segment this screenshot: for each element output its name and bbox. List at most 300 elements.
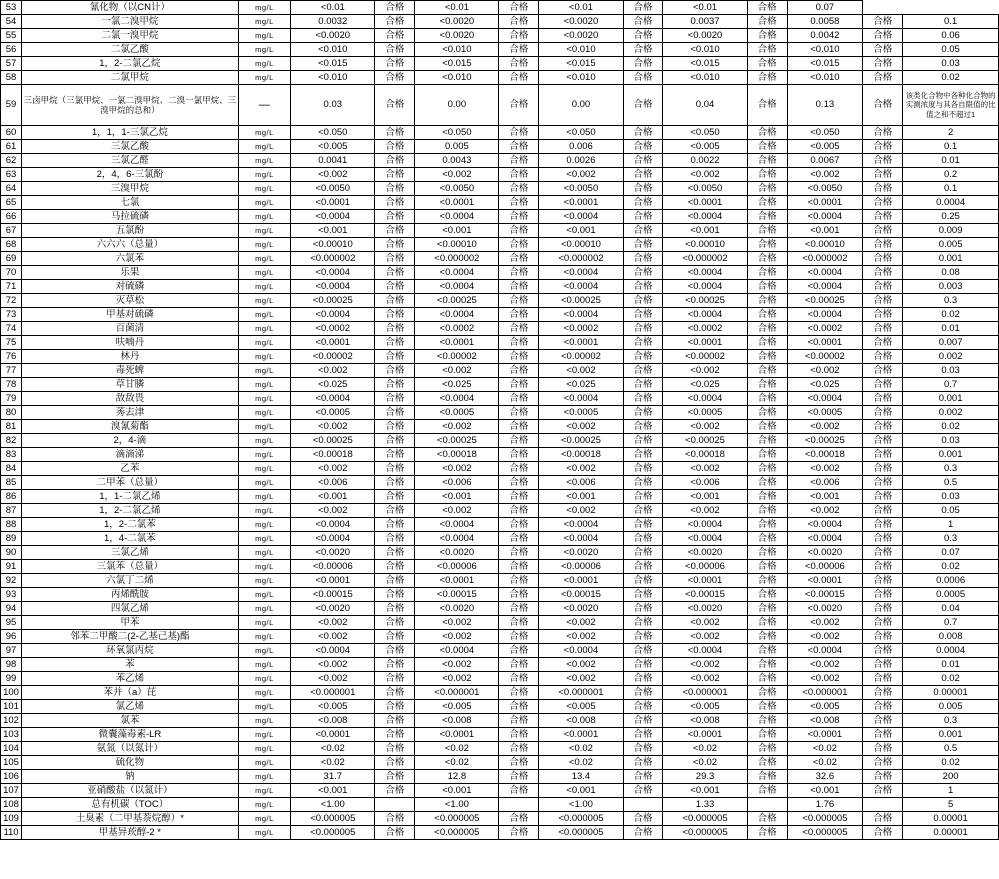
judgement-3: 合格: [623, 224, 663, 238]
result-value-5: <0.0002: [787, 322, 863, 336]
judgement-4: 合格: [747, 770, 787, 784]
judgement-4: 合格: [747, 294, 787, 308]
result-value-2: <0.00006: [415, 560, 499, 574]
row-index: 79: [1, 392, 22, 406]
judgement-3: 合格: [623, 714, 663, 728]
result-value-2: <0.00018: [415, 448, 499, 462]
judgement-4: 合格: [747, 85, 787, 126]
judgement-1: 合格: [375, 756, 415, 770]
table-row: [1, 588, 999, 602]
result-value-3: <0.00002: [539, 350, 623, 364]
result-value-5: <0.002: [787, 462, 863, 476]
result-value-3: <0.01: [539, 1, 623, 15]
unit-cell: mg/L: [238, 434, 291, 448]
judgement-4: 合格: [747, 672, 787, 686]
result-value-1: 0.0032: [291, 15, 375, 29]
test-item-name: 灭草松: [22, 294, 239, 308]
result-value-3: <0.00010: [539, 238, 623, 252]
row-index: 69: [1, 252, 22, 266]
judgement-2: 合格: [499, 364, 539, 378]
table-row: [1, 322, 999, 336]
result-value-1: <0.001: [291, 224, 375, 238]
result-value-1: <0.01: [291, 1, 375, 15]
judgement-4: 合格: [747, 728, 787, 742]
result-value-2: <0.002: [415, 364, 499, 378]
judgement-3: 合格: [623, 602, 663, 616]
unit-cell: mg/L: [238, 392, 291, 406]
limit-value: 0.009: [903, 224, 999, 238]
result-value-4: <0.002: [663, 616, 747, 630]
table-row: [1, 448, 999, 462]
result-value-4: <0.006: [663, 476, 747, 490]
result-value-5: <0.0001: [787, 728, 863, 742]
unit-cell: mg/L: [238, 490, 291, 504]
result-value-1: <0.0004: [291, 308, 375, 322]
result-value-4: <0.000002: [663, 252, 747, 266]
judgement-3: 合格: [623, 434, 663, 448]
judgement-4: 合格: [747, 658, 787, 672]
unit-cell: mg/L: [238, 616, 291, 630]
result-value-1: <0.000002: [291, 252, 375, 266]
judgement-5: 合格: [863, 714, 903, 728]
judgement-2: 合格: [499, 1, 539, 15]
result-value-2: <0.050: [415, 126, 499, 140]
result-value-3: <0.002: [539, 658, 623, 672]
table-row: [1, 182, 999, 196]
result-value-3: <0.0004: [539, 266, 623, 280]
judgement-2: 合格: [499, 476, 539, 490]
test-item-name: 氨氮（以氮计）: [22, 742, 239, 756]
row-index: 101: [1, 700, 22, 714]
table-row: [1, 71, 999, 85]
test-item-name: 对硫磷: [22, 280, 239, 294]
result-value-3: <0.00025: [539, 294, 623, 308]
row-index: 88: [1, 518, 22, 532]
table-row: [1, 714, 999, 728]
row-index: 68: [1, 238, 22, 252]
unit-cell: mg/L: [238, 252, 291, 266]
test-item-name: 草甘膦: [22, 378, 239, 392]
judgement-2: 合格: [499, 826, 539, 840]
result-value-2: <0.015: [415, 57, 499, 71]
row-index: 62: [1, 154, 22, 168]
judgement-5: 合格: [863, 43, 903, 57]
result-value-4: <0.002: [663, 462, 747, 476]
row-index: 53: [1, 1, 22, 15]
judgement-3: 合格: [623, 672, 663, 686]
result-value-2: <0.02: [415, 756, 499, 770]
result-value-4: <0.0020: [663, 602, 747, 616]
table-row: [1, 57, 999, 71]
judgement-5: 合格: [863, 812, 903, 826]
judgement-1: 合格: [375, 252, 415, 266]
limit-value: 0.06: [903, 29, 999, 43]
result-value-2: <0.0004: [415, 518, 499, 532]
test-item-name: 环氧氯丙烷: [22, 644, 239, 658]
result-value-1: <0.002: [291, 168, 375, 182]
table-row: [1, 560, 999, 574]
table-row: [1, 252, 999, 266]
test-item-name: 苯: [22, 658, 239, 672]
judgement-5: 合格: [863, 630, 903, 644]
judgement-1: 合格: [375, 602, 415, 616]
judgement-3: 合格: [623, 588, 663, 602]
result-value-3: <0.0001: [539, 574, 623, 588]
result-value-5: <0.0004: [787, 392, 863, 406]
result-value-2: <0.008: [415, 714, 499, 728]
judgement-5: 合格: [863, 280, 903, 294]
judgement-4: 合格: [747, 126, 787, 140]
judgement-2: 合格: [499, 238, 539, 252]
result-value-2: <0.0020: [415, 15, 499, 29]
table-row: [1, 616, 999, 630]
row-index: 80: [1, 406, 22, 420]
limit-value: 0.08: [903, 266, 999, 280]
table-row: [1, 504, 999, 518]
judgement-5: 合格: [863, 826, 903, 840]
result-value-3: <0.0004: [539, 280, 623, 294]
judgement-2: 合格: [499, 546, 539, 560]
table-row: [1, 798, 999, 812]
result-value-5: <0.002: [787, 658, 863, 672]
judgement-3: 合格: [623, 252, 663, 266]
unit-cell: mg/L: [238, 812, 291, 826]
result-value-3: <0.00025: [539, 434, 623, 448]
limit-value: 0.1: [903, 15, 999, 29]
judgement-5: 合格: [863, 406, 903, 420]
result-value-4: <0.0020: [663, 546, 747, 560]
row-index: 73: [1, 308, 22, 322]
result-value-3: <0.002: [539, 420, 623, 434]
table-row: [1, 826, 999, 840]
result-value-1: <0.002: [291, 504, 375, 518]
result-value-2: <0.0001: [415, 196, 499, 210]
judgement-2: 合格: [499, 154, 539, 168]
unit-cell: mg/L: [238, 826, 291, 840]
judgement-4: 合格: [747, 182, 787, 196]
judgement-5: 合格: [863, 29, 903, 43]
judgement-5: 合格: [863, 420, 903, 434]
unit-cell: mg/L: [238, 154, 291, 168]
result-value-1: <0.0001: [291, 574, 375, 588]
limit-value: 0.001: [903, 252, 999, 266]
judgement-3: 合格: [623, 71, 663, 85]
judgement-2: 合格: [499, 448, 539, 462]
judgement-1: 合格: [375, 518, 415, 532]
result-value-2: <0.0004: [415, 644, 499, 658]
result-value-3: <0.00006: [539, 560, 623, 574]
judgement-3: 合格: [623, 196, 663, 210]
limit-value: 0.005: [903, 238, 999, 252]
judgement-5: 合格: [863, 57, 903, 71]
result-value-4: <0.0001: [663, 336, 747, 350]
table-row: [1, 574, 999, 588]
result-value-1: <0.0004: [291, 644, 375, 658]
table-row: [1, 43, 999, 57]
result-value-4: <0.002: [663, 168, 747, 182]
result-value-1: <0.0001: [291, 196, 375, 210]
judgement-3: 合格: [623, 57, 663, 71]
judgement-3: 合格: [623, 29, 663, 43]
table-row: [1, 154, 999, 168]
judgement-2: 合格: [499, 266, 539, 280]
judgement-5: 合格: [863, 126, 903, 140]
result-value-3: <0.0004: [539, 518, 623, 532]
row-index: 108: [1, 798, 22, 812]
judgement-4: [747, 798, 787, 812]
unit-cell: mg/L: [238, 15, 291, 29]
judgement-2: 合格: [499, 252, 539, 266]
result-value-1: <0.015: [291, 57, 375, 71]
judgement-5: 合格: [863, 616, 903, 630]
limit-value: 5: [903, 798, 999, 812]
result-value-1: <0.00025: [291, 434, 375, 448]
result-value-1: <0.0004: [291, 518, 375, 532]
result-value-3: <0.0001: [539, 196, 623, 210]
table-row: [1, 126, 999, 140]
judgement-5: 合格: [863, 154, 903, 168]
judgement-4: 合格: [747, 280, 787, 294]
judgement-5: 合格: [863, 210, 903, 224]
row-index: 89: [1, 532, 22, 546]
judgement-3: 合格: [623, 784, 663, 798]
result-value-5: <0.000005: [787, 812, 863, 826]
row-index: 93: [1, 588, 22, 602]
result-value-3: <0.000001: [539, 686, 623, 700]
result-value-4: <0.000001: [663, 686, 747, 700]
judgement-4: 合格: [747, 378, 787, 392]
result-value-1: <0.000001: [291, 686, 375, 700]
result-value-5: <0.050: [787, 126, 863, 140]
result-value-1: <0.001: [291, 490, 375, 504]
result-value-3: <0.0004: [539, 644, 623, 658]
judgement-2: 合格: [499, 700, 539, 714]
judgement-1: 合格: [375, 336, 415, 350]
judgement-5: 合格: [863, 15, 903, 29]
test-item-name: 1，1，1-三氯乙烷: [22, 126, 239, 140]
judgement-4: 合格: [747, 448, 787, 462]
row-index: 56: [1, 43, 22, 57]
result-value-5: <0.025: [787, 378, 863, 392]
result-value-3: <0.015: [539, 57, 623, 71]
result-value-3: <0.0004: [539, 210, 623, 224]
test-item-name: 二甲苯（总量）: [22, 476, 239, 490]
result-value-5: <0.02: [787, 742, 863, 756]
judgement-2: 合格: [499, 43, 539, 57]
judgement-1: 合格: [375, 85, 415, 126]
judgement-4: 合格: [747, 462, 787, 476]
limit-value: 0.02: [903, 420, 999, 434]
result-value-1: <0.00010: [291, 238, 375, 252]
result-value-3: <0.050: [539, 126, 623, 140]
judgement-4: 合格: [747, 392, 787, 406]
result-value-3: <0.002: [539, 364, 623, 378]
judgement-3: 合格: [623, 168, 663, 182]
row-index: 71: [1, 280, 22, 294]
judgement-2: 合格: [499, 71, 539, 85]
judgement-3: 合格: [623, 812, 663, 826]
unit-cell: mg/L: [238, 71, 291, 85]
result-value-1: <0.002: [291, 364, 375, 378]
judgement-4: 合格: [747, 546, 787, 560]
result-value-5: <0.00006: [787, 560, 863, 574]
result-value-3: <0.001: [539, 490, 623, 504]
judgement-3: 合格: [623, 294, 663, 308]
judgement-2: 合格: [499, 532, 539, 546]
result-value-5: <0.0001: [787, 196, 863, 210]
row-index: 87: [1, 504, 22, 518]
table-row: [1, 280, 999, 294]
table-row: [1, 364, 999, 378]
limit-value: 0.02: [903, 308, 999, 322]
limit-value: 2: [903, 126, 999, 140]
judgement-5: 合格: [863, 644, 903, 658]
judgement-4: 合格: [747, 532, 787, 546]
result-value-5: <0.02: [787, 756, 863, 770]
judgement-2: 合格: [499, 85, 539, 126]
judgement-5: 合格: [863, 336, 903, 350]
table-row: [1, 224, 999, 238]
unit-cell: mg/L: [238, 770, 291, 784]
limit-value: 0.01: [903, 154, 999, 168]
result-value-5: <0.0004: [787, 518, 863, 532]
judgement-2: 合格: [499, 602, 539, 616]
result-value-4: <0.0004: [663, 280, 747, 294]
result-value-2: <0.0004: [415, 308, 499, 322]
row-index: 78: [1, 378, 22, 392]
limit-value: 0.01: [903, 322, 999, 336]
row-index: 91: [1, 560, 22, 574]
result-value-4: <0.025: [663, 378, 747, 392]
result-value-1: <0.0004: [291, 392, 375, 406]
judgement-4: 合格: [747, 154, 787, 168]
result-value-2: <0.0004: [415, 210, 499, 224]
result-value-1: <0.008: [291, 714, 375, 728]
judgement-3: 合格: [623, 308, 663, 322]
judgement-5: 合格: [863, 686, 903, 700]
test-item-name: 硫化物: [22, 756, 239, 770]
result-value-4: <0.001: [663, 490, 747, 504]
judgement-3: 合格: [623, 420, 663, 434]
table-row: [1, 434, 999, 448]
test-item-name: 呋喃丹: [22, 336, 239, 350]
unit-cell: mg/L: [238, 630, 291, 644]
judgement-5: 合格: [863, 490, 903, 504]
judgement-4: 合格: [747, 29, 787, 43]
table-row: [1, 490, 999, 504]
judgement-5: 合格: [863, 784, 903, 798]
limit-value: 0.03: [903, 434, 999, 448]
unit-cell: mg/L: [238, 686, 291, 700]
row-index: 103: [1, 728, 22, 742]
judgement-5: 合格: [863, 266, 903, 280]
judgement-4: 合格: [747, 504, 787, 518]
result-value-4: <0.0005: [663, 406, 747, 420]
judgement-4: 合格: [747, 57, 787, 71]
table-row: [1, 700, 999, 714]
row-index: 82: [1, 434, 22, 448]
judgement-5: 合格: [863, 308, 903, 322]
judgement-3: 合格: [623, 238, 663, 252]
judgement-3: 合格: [623, 364, 663, 378]
result-value-5: 0.13: [787, 85, 863, 126]
result-value-2: <0.000005: [415, 812, 499, 826]
result-value-2: <0.000001: [415, 686, 499, 700]
judgement-5: 合格: [863, 560, 903, 574]
judgement-5: 合格: [863, 658, 903, 672]
unit-cell: mg/L: [238, 406, 291, 420]
result-value-3: <0.02: [539, 742, 623, 756]
result-value-5: <0.00018: [787, 448, 863, 462]
judgement-5: 合格: [863, 588, 903, 602]
judgement-1: 合格: [375, 728, 415, 742]
result-value-3: <0.00018: [539, 448, 623, 462]
result-value-4: <0.0004: [663, 518, 747, 532]
unit-cell: mg/L: [238, 168, 291, 182]
table-row: [1, 546, 999, 560]
result-value-4: <0.00006: [663, 560, 747, 574]
row-index: 92: [1, 574, 22, 588]
row-index: 83: [1, 448, 22, 462]
row-index: 94: [1, 602, 22, 616]
judgement-3: 合格: [623, 546, 663, 560]
result-value-4: <0.00010: [663, 238, 747, 252]
table-row: [1, 518, 999, 532]
judgement-2: 合格: [499, 196, 539, 210]
limit-value: 0.03: [903, 490, 999, 504]
judgement-5: 合格: [863, 71, 903, 85]
unit-cell: mg/L: [238, 588, 291, 602]
limit-value: 0.002: [903, 406, 999, 420]
result-value-1: <0.0020: [291, 546, 375, 560]
judgement-3: 合格: [623, 574, 663, 588]
result-value-1: <0.02: [291, 742, 375, 756]
unit-cell: mg/L: [238, 532, 291, 546]
row-index: 104: [1, 742, 22, 756]
judgement-1: 合格: [375, 378, 415, 392]
unit-cell: mg/L: [238, 462, 291, 476]
result-value-3: <0.0020: [539, 602, 623, 616]
judgement-5: 合格: [863, 476, 903, 490]
row-index: 86: [1, 490, 22, 504]
test-item-name: 甲基异莰醇-2 *: [22, 826, 239, 840]
judgement-2: 合格: [499, 630, 539, 644]
limit-value: 0.0005: [903, 588, 999, 602]
judgement-4: 合格: [747, 476, 787, 490]
row-index: 65: [1, 196, 22, 210]
result-value-2: 0.0043: [415, 154, 499, 168]
result-value-1: <0.0050: [291, 182, 375, 196]
judgement-3: 合格: [623, 742, 663, 756]
result-value-1: <0.0004: [291, 280, 375, 294]
result-value-5: <0.000005: [787, 826, 863, 840]
judgement-4: 合格: [747, 1, 787, 15]
unit-cell: mg/L: [238, 182, 291, 196]
test-item-name: 溴氰菊酯: [22, 420, 239, 434]
judgement-4: 合格: [747, 364, 787, 378]
result-value-2: <0.0050: [415, 182, 499, 196]
judgement-1: 合格: [375, 448, 415, 462]
result-value-2: <0.000002: [415, 252, 499, 266]
row-index: 85: [1, 476, 22, 490]
result-value-5: <0.00010: [787, 238, 863, 252]
judgement-5: 合格: [863, 322, 903, 336]
result-value-4: <0.010: [663, 71, 747, 85]
result-value-5: <0.002: [787, 504, 863, 518]
judgement-3: 合格: [623, 700, 663, 714]
unit-cell: mg/L: [238, 308, 291, 322]
judgement-1: 合格: [375, 238, 415, 252]
